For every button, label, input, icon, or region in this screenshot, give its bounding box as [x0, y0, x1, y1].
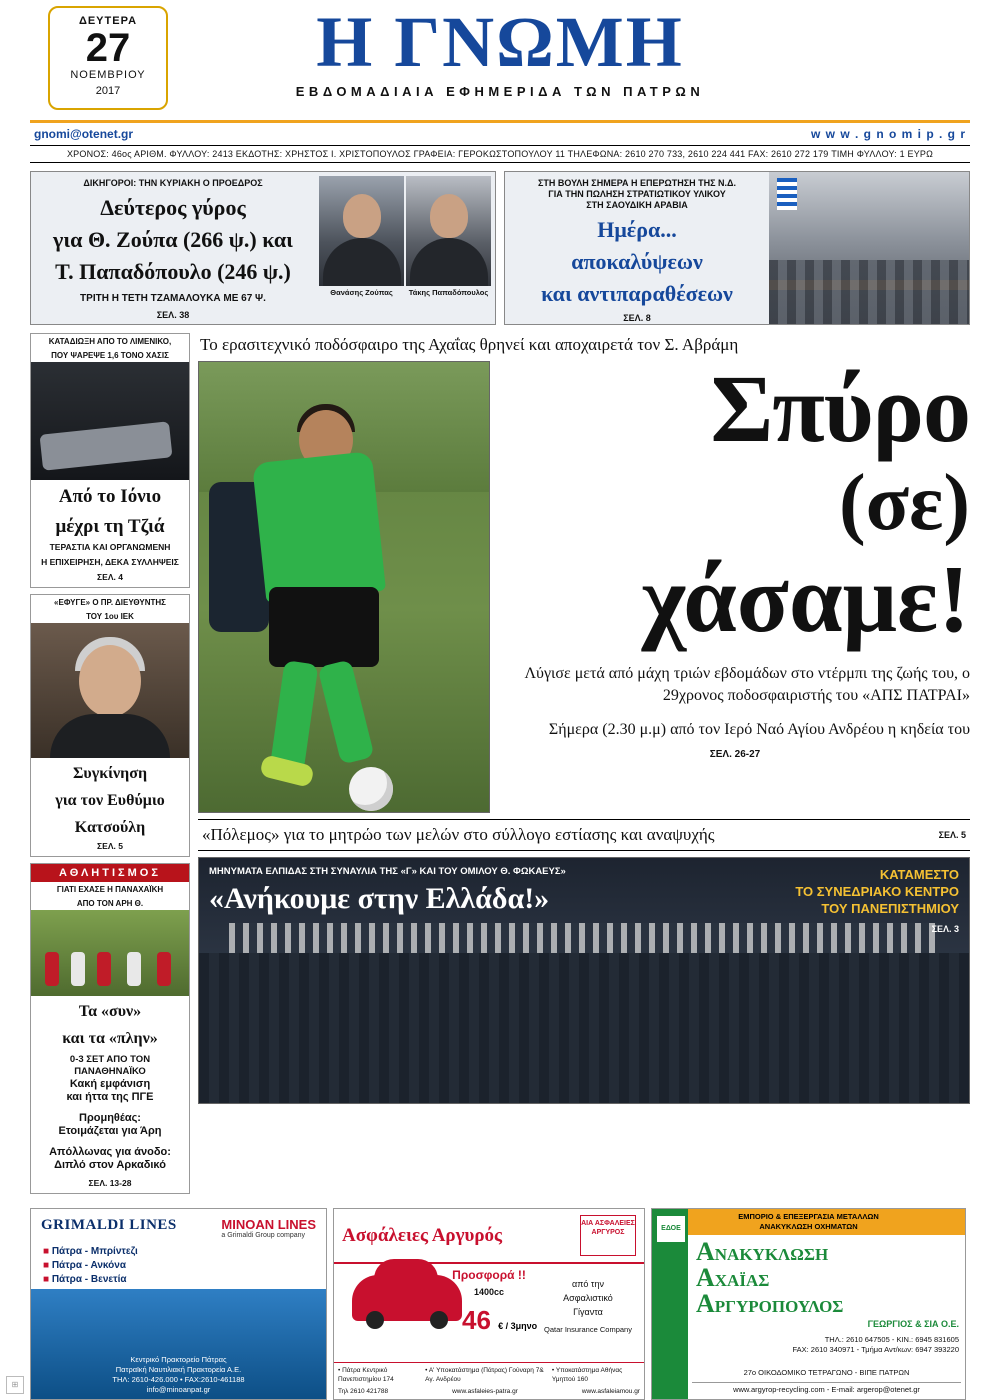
hero-headline-2: (σε): [839, 459, 970, 547]
sports-item-line1: Απόλλωνας για άνοδο:: [49, 1146, 171, 1158]
hero-football-photo: [198, 361, 490, 813]
story-page-ref: ΣΕΛ. 5: [97, 841, 123, 851]
ad-side-line1: από την: [571, 1279, 604, 1289]
ad-website-1[interactable]: www.asfaleies-patra.gr: [452, 1388, 518, 1395]
hero-headline-1: Σπύρο: [710, 355, 970, 462]
story-title-line3: Κατσούλη: [74, 819, 146, 836]
sports-kicker-line1: ΓΙΑΤΙ ΕΧΑΣΕ Η ΠΑΝΑΧΑΪΚΗ: [56, 885, 164, 894]
ad-contact-line1: ΤΗΛ.: 2610 647505 - ΚΙΝ.: 6945 831605: [824, 1335, 959, 1344]
ad-side-line3: Γίγαντα: [573, 1307, 603, 1317]
website-link[interactable]: w w w . g n o m i p . g r: [810, 127, 966, 141]
portrait-photo-katsoulis: [31, 623, 189, 758]
minoan-logo-sub: a Grimaldi Group company: [221, 1232, 306, 1239]
advertisement-row: [30, 1208, 970, 1400]
hero-text: [500, 355, 970, 813]
teaser-kicker: ΔΙΚΗΓΟΡΟΙ: ΤΗΝ ΚΥΡΙΑΚΗ Ο ΠΡΟΕΔΡΟΣ: [83, 178, 263, 188]
ad-side-line4: Qatar Insurance Company: [544, 1325, 632, 1334]
ad-price-unit: € / 3μηνο: [498, 1321, 538, 1331]
teaser-page-ref: ΣΕΛ. 38: [156, 310, 190, 320]
ad-contact: [696, 1335, 959, 1355]
sports-item-line1: Προμηθέας:: [79, 1112, 141, 1124]
ad-brands: [31, 1209, 326, 1239]
photo-captions: [315, 286, 495, 299]
main-content: [30, 333, 970, 1200]
concert-page-ref: ΣΕΛ. 3: [931, 924, 959, 934]
sports-title-line1: Τα «συν»: [78, 1003, 142, 1020]
concert-side-line2: ΤΟ ΣΥΝΕΔΡΙΑΚΟ ΚΕΝΤΡΟ: [795, 884, 959, 899]
ad-phone: Τηλ 2610 421788: [338, 1388, 389, 1395]
ad-web-email[interactable]: www.argyrop-recycling.com - E-mail: argerop@otenet.gr: [692, 1382, 961, 1395]
concert-title: «Ανήκουμε στην Ελλάδα!»: [209, 882, 550, 915]
sports-title-line2: και τα «πλην»: [62, 1030, 158, 1047]
war-headline-bar[interactable]: [198, 819, 970, 851]
ad-footer: [334, 1362, 644, 1399]
teaser-headline-2: αποκαλύψεων: [571, 249, 703, 274]
story-page-ref: ΣΕΛ. 4: [97, 572, 123, 582]
route-2: ■ Πάτρα - Ανκόνα: [43, 1260, 126, 1271]
story-ionio[interactable]: [30, 333, 190, 588]
concert-side-line3: ΤΟΥ ΠΑΝΕΠΙΣΤΗΜΙΟΥ: [821, 901, 959, 916]
sports-item-line2: και ήττα της ΠΓΕ: [66, 1091, 154, 1103]
story-sub-line1: ΤΕΡΑΣΤΙΑ ΚΑΙ ΟΡΓΑΝΩΜΕΝΗ: [49, 542, 171, 552]
teaser-headline-3: και αντιπαραθέσεων: [541, 281, 733, 306]
story-title-line2: μέχρι τη Τζιά: [55, 516, 165, 537]
sports-item-line1: Κακή εμφάνιση: [69, 1078, 151, 1090]
story-kicker-line2: ΠΟΥ ΨΑΡΕΨΕ 1,6 ΤΟΝΟ ΧΑΣΙΣ: [51, 351, 169, 360]
ad-offer-label: Προσφορά !!: [452, 1268, 526, 1282]
story-title-line1: Συγκίνηση: [72, 765, 148, 782]
right-column: [198, 333, 970, 1200]
ad-anakyklosi-achaias[interactable]: [651, 1208, 966, 1400]
ad-title: Ασφάλειες Αργυρός: [342, 1224, 503, 1246]
hero-headline-3: χάσαμε!: [641, 545, 970, 652]
ad-branch-3: • Υποκατάστημα Αθήνας Υμηττού 160: [551, 1367, 623, 1383]
sports-item-0[interactable]: [31, 1050, 189, 1108]
war-headline-text: «Πόλεμος» για το μητρώο των μελών στο σύλλογο εστίασης και αναψυχής: [202, 825, 715, 844]
hero-deck-2: Σήμερα (2.30 μ.μ) από τον Ιερό Ναό Αγίου Ανδρέου η κηδεία του: [548, 721, 970, 738]
grimaldi-logo: GRIMALDI LINES: [41, 1217, 177, 1233]
hero-page-ref: ΣΕΛ. 26-27: [709, 749, 761, 760]
portrait-photo-papadopoulos: [406, 176, 491, 286]
ad-branch-2: • Α' Υποκατάστημα (Πάτρας) Γούναρη 7& Αγ. Ανδρέου: [425, 1367, 544, 1383]
ad-brand-line1: ΑΝΑΚΥΚΛΩΣΗ: [696, 1237, 829, 1266]
photo-row: [315, 172, 495, 286]
ad-grimaldi-minoan[interactable]: [30, 1208, 327, 1400]
ad-top-line1: ΕΜΠΟΡΙΟ & ΕΠΕΞΕΡΓΑΣΙΑ ΜΕΤΑΛΛΩΝ: [738, 1212, 879, 1221]
ad-side-text: [544, 1277, 632, 1337]
hero-deck-1: Λύγισε μετά από μάχη τριών εβδομάδων στο ντέρμπι της ζωής του, ο 29χρονος ποδοσφαιριστής του «ΑΠΣ ΠΑΤΡΑΙ»: [524, 665, 970, 704]
concert-story[interactable]: [198, 857, 970, 1104]
car-icon: [352, 1275, 462, 1321]
newspaper-title: Η ΓΝΩΜΗ: [316, 2, 684, 82]
corner-watermark: ⊞: [6, 1376, 24, 1394]
ad-price: 46 € / 3μηνο: [462, 1305, 538, 1335]
ad-body: [692, 1235, 965, 1355]
war-page-ref: ΣΕΛ. 5: [938, 830, 966, 840]
date-weekday: ΔΕΥΤΕΡΑ: [78, 15, 138, 27]
parliament-photo: [769, 172, 969, 324]
ad-routes: [31, 1239, 326, 1293]
top-teasers: [30, 171, 970, 325]
teaser-parliament[interactable]: [504, 171, 970, 325]
story-kicker-line1: ΚΑΤΑΔΙΩΞΗ ΑΠΟ ΤΟ ΛΙΜΕΝΙΚΟ,: [48, 337, 172, 346]
ad-footer-line1: Κεντρικό Πρακτορείο Πάτρας: [130, 1355, 227, 1364]
ad-footer: [31, 1351, 326, 1399]
left-column: [30, 333, 190, 1200]
edoe-logo: ΕΔΟΕ: [656, 1215, 686, 1243]
date-day: 27: [85, 26, 131, 70]
hero-block: [198, 355, 970, 813]
drug-bust-photo: [31, 362, 189, 480]
contact-row: [0, 123, 1000, 143]
story-kicker-line2: ΤΟΥ 1ου ΙΕΚ: [86, 612, 134, 621]
teaser-kicker-line2: ΓΙΑ ΤΗΝ ΠΩΛΗΣΗ ΣΤΡΑΤΙΩΤΙΚΟΥ ΥΛΙΚΟΥ: [548, 189, 726, 199]
story-katsoulis[interactable]: [30, 594, 190, 857]
ad-website-2[interactable]: www.asfaleiamou.gr: [581, 1388, 640, 1395]
sports-item-kicker: 0-3 ΣΕΤ ΑΠΟ ΤΟΝ ΠΑΝΑΘΗΝΑΪΚΟ: [69, 1054, 151, 1077]
publication-info: ΧΡΟΝΟΣ: 46ος ΑΡΙΘΜ. ΦΥΛΛΟΥ: 2413 ΕΚΔΟΤΗΣ: ΧΡΗΣΤΟΣ Ι. ΧΡΙΣΤΟΠΟΥΛΟΣ ΓΡΑΦΕΙΑ: ΓΕΡΟΚΩΣΤΟΠΟΥΛΟΥ 11 ΤΗΛΕΦΩΝΑ: 2610 270 733, 2610 224 441 FAX: 2610 272 179 ΤΙΜΗ ΦΥΛΛΟΥ: 1 ΕΥΡΩ: [30, 145, 970, 163]
story-title-line1: Από το Ιόνιο: [58, 486, 162, 507]
newspaper-subtitle: ΕΒΔΟΜΑΔΙΑΙΑ ΕΦΗΜΕΡΙΔΑ ΤΩΝ ΠΑΤΡΩΝ: [295, 84, 705, 99]
newspaper-logo: [0, 2, 1000, 99]
concert-kicker: ΜΗΝΥΜΑΤΑ ΕΛΠΙΔΑΣ ΣΤΗ ΣΥΝΑΥΛΙΑ ΤΗΣ «Γ» ΚΑΙ ΤΟΥ ΟΜΙΛΟΥ Θ. ΦΩΚΑΕΥΣ»: [209, 866, 566, 877]
sports-item-1[interactable]: [31, 1108, 189, 1142]
ad-branch-1: • Πάτρα Κεντρικό Πανεπιστημίου 174: [338, 1367, 394, 1383]
route-1: ■ Πάτρα - Μπρίντεζι: [43, 1246, 138, 1257]
teaser-lawyers[interactable]: [30, 171, 496, 325]
teaser-headline-3: Τ. Παπαδόπουλο (246 ψ.): [55, 259, 291, 284]
ad-header: [334, 1209, 644, 1264]
story-kicker-line1: «ΕΦΥΓΕ» Ο ΠΡ. ΔΙΕΥΘΥΝΤΗΣ: [54, 598, 166, 607]
email-link[interactable]: gnomi@otenet.gr: [34, 127, 134, 141]
minoan-logo: [221, 1217, 316, 1239]
teaser-subhead: ΤΡΙΤΗ Η ΤΕΤΗ ΤΖΑΜΑΛΟΥΚΑ ΜΕ 67 Ψ.: [80, 293, 266, 304]
ad-side-line2: Ασφαλιστικό: [563, 1293, 613, 1303]
photo-caption-1: Θανάσης Ζούπας: [330, 288, 393, 297]
greek-flag-icon: [777, 178, 797, 210]
hero-strip-headline: Το ερασιτεχνικό ποδόσφαιρο της Αχαΐας θρηνεί και αποχαιρετά τον Σ. Αβράμη: [200, 335, 739, 354]
concert-side-line1: ΚΑΤΑΜΕΣΤΟ: [879, 867, 959, 882]
ad-brand-sub: ΓΕΩΡΓΙΟΣ & ΣΙΑ Ο.Ε.: [867, 1319, 959, 1329]
ad-top-line2: ΑΝΑΚΥΚΛΩΣΗ ΟΧΗΜΑΤΩΝ: [759, 1222, 858, 1231]
ad-address: 27ο ΟΙΚΟΔΟΜΙΚΟ ΤΕΤΡΑΓΩΝΟ - ΒΙΠΕ ΠΑΤΡΩΝ: [743, 1368, 910, 1377]
ad-brand-line2: ΑΧΑΪΑΣ: [696, 1263, 770, 1292]
sports-section[interactable]: [30, 863, 190, 1194]
story-title-line2: για τον Ευθύμιο: [55, 792, 165, 809]
date-year: 2017: [95, 85, 121, 97]
portrait-photo-zoupas: [319, 176, 404, 286]
sports-page-ref: ΣΕΛ. 13-28: [88, 1178, 132, 1188]
teaser-kicker-line3: ΣΤΗ ΣΑΟΥΔΙΚΗ ΑΡΑΒΙΑ: [586, 200, 688, 210]
sports-item-2[interactable]: [31, 1142, 189, 1176]
photo-caption-2: Τάκης Παπαδόπουλος: [408, 288, 489, 297]
concert-side-text: [795, 866, 959, 938]
ad-top-banner: [652, 1209, 965, 1235]
story-sub-line2: Η ΕΠΙΧΕΙΡΗΣΗ, ΔΕΚΑ ΣΥΛΛΗΨΕΙΣ: [41, 557, 179, 567]
teaser-headline-1: Ημέρα...: [597, 217, 677, 242]
sports-item-line2: Διπλό στον Αρκαδικό: [54, 1159, 166, 1171]
ad-footer: [692, 1368, 961, 1395]
ad-engine-size: 1400cc: [474, 1287, 505, 1297]
ad-footer-line4[interactable]: info@minoanpat.gr: [146, 1385, 211, 1394]
ad-footer-line3: ΤΗΛ: 2610-426.000 • FAX:2610-461188: [112, 1375, 245, 1384]
route-3: ■ Πάτρα - Βενετία: [43, 1274, 127, 1285]
sports-kicker-line2: ΑΠΟ ΤΟΝ ΑΡΗ Θ.: [76, 899, 144, 908]
teaser-text: [31, 172, 315, 324]
masthead: [0, 0, 1000, 120]
teaser-kicker-line1: ΣΤΗ ΒΟΥΛΗ ΣΗΜΕΡΑ Η ΕΠΕΡΩΤΗΣΗ ΤΗΣ Ν.Δ.: [537, 178, 737, 188]
teaser-page-ref: ΣΕΛ. 8: [623, 313, 651, 323]
ad-footer-line2: Πατραϊκή Ναυτιλιακή Πρακτορεία Α.Ε.: [115, 1365, 242, 1374]
football-match-photo: [31, 910, 189, 996]
teaser-text: [505, 172, 769, 324]
sports-banner: ΑΘΛΗΤΙΣΜΟΣ: [31, 864, 189, 882]
minoan-logo-text: MINOAN LINES: [221, 1217, 316, 1232]
teaser-headline-1: Δεύτερος γύρος: [100, 195, 246, 220]
ad-contact-line2: FAX: 2610 340971 - Τμήμα Αντ/κων: 6947 393220: [792, 1345, 959, 1354]
sports-item-line2: Ετοιμάζεται για Άρη: [58, 1125, 162, 1137]
teaser-photos: [315, 172, 495, 324]
ad-brand-line3: ΑΡΓΥΡΟΠΟΥΛΟΣ: [696, 1289, 844, 1318]
date-month: ΝΟΕΜΒΡΙΟΥ: [70, 69, 146, 81]
teaser-headline-2: για Θ. Ζούπα (266 ψ.) και: [53, 227, 293, 252]
ad-asfaleies-argyros[interactable]: [333, 1208, 645, 1400]
argyros-logo: ΑΙΑ ΑΣΦΑΛΕΙΕΣ ΑΡΓΥΡΟΣ: [580, 1215, 636, 1256]
